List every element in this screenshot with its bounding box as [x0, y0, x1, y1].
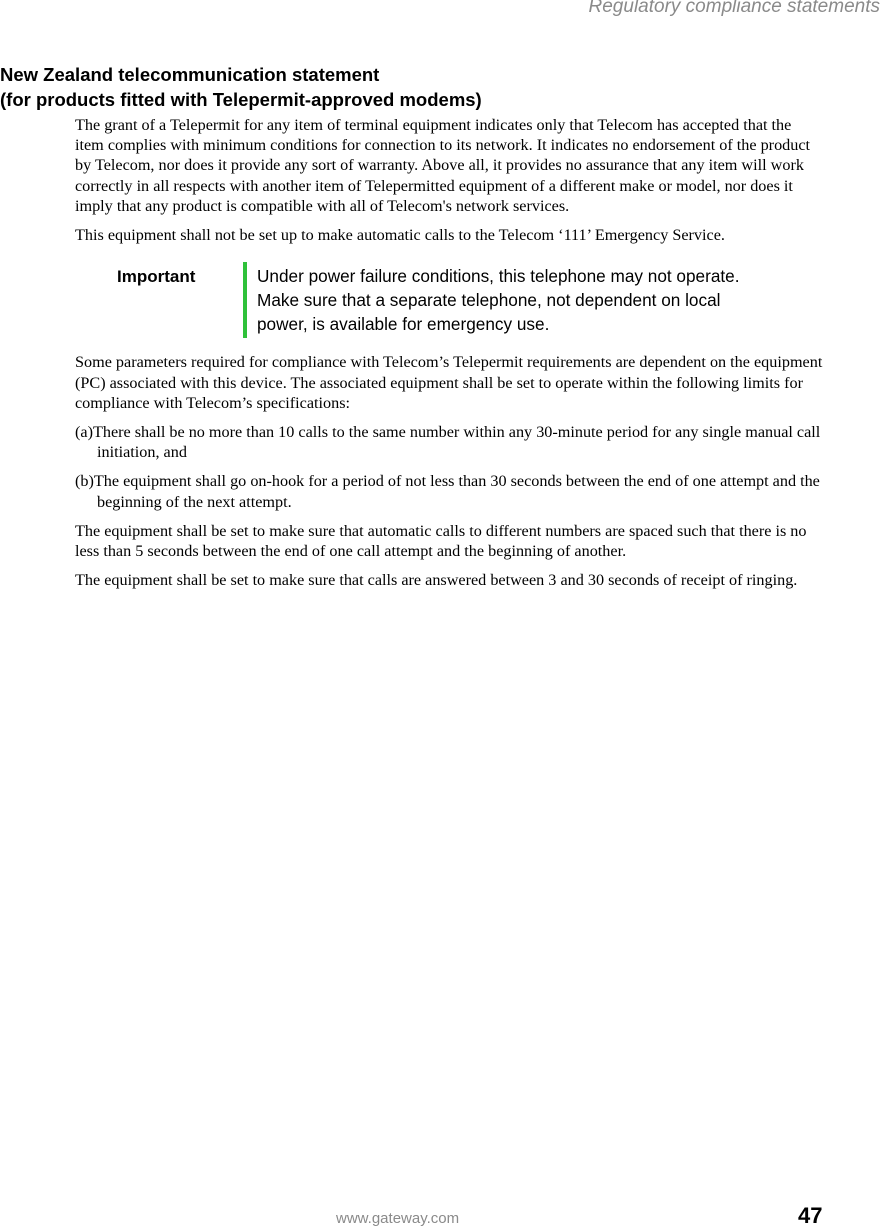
running-header: Regulatory compliance statements — [588, 0, 880, 17]
page-number: 47 — [798, 1203, 823, 1228]
paragraph-answer-timing: The equipment shall be set to make sure that calls are answered between 3 and 30 seconds of receipt of ringing. — [75, 571, 798, 590]
paragraph-emergency-service: This equipment shall not be set up to make automatic calls to the Telecom ‘111’ Emergency Service. — [75, 226, 725, 245]
body-text — [75, 115, 823, 599]
section-title-line-1: New Zealand telecommunication statement — [0, 64, 380, 85]
list-item-b: (b)The equipment shall go on-hook for a period of not less than 30 seconds between the end of one attempt and the beginning of the next attempt. — [75, 472, 820, 511]
important-note-text: Under power failure conditions, this telephone may not operate. Make sure that a separate telephone, not dependent on local power, is available for emergency use. — [257, 266, 740, 334]
paragraph-automatic-calls: The equipment shall be set to make sure that automatic calls to different numbers are spaced such that there is no less than 5 seconds between the end of one call attempt and the beginning of another. — [75, 521, 807, 560]
important-note — [75, 262, 823, 338]
list-item-a: (a)There shall be no more than 10 calls to the same number within any 30-minute period for any single manual call initiation, and — [75, 422, 821, 462]
footer-url: www.gateway.com — [336, 1210, 460, 1227]
paragraph-telepermit-grant: The grant of a Telepermit for any item of terminal equipment indicates only that Telecom has accepted that the item complies with minimum conditions for connection to its network. It indicates no endorsement of the product by Telecom, nor does it provide any sort of warranty. Above all, it provides no assurance that any item will work correctly in all respects with another item of Telepermitted equipment of a different make or model, nor does it imply that any product is compatible with all of Telecom's network services. — [75, 116, 811, 215]
important-note-label: Important — [117, 267, 196, 287]
paragraph-parameters: Some parameters required for compliance with Telecom’s Telepermit requirements are dependent on the equipment (PC) associated with this device. The associated equipment shall be set to operate within the following limits for compliance with Telecom’s specifications: — [75, 353, 823, 412]
section-title-line-2: (for products fitted with Telepermit-approved modems) — [0, 89, 482, 110]
section-title — [0, 62, 482, 112]
